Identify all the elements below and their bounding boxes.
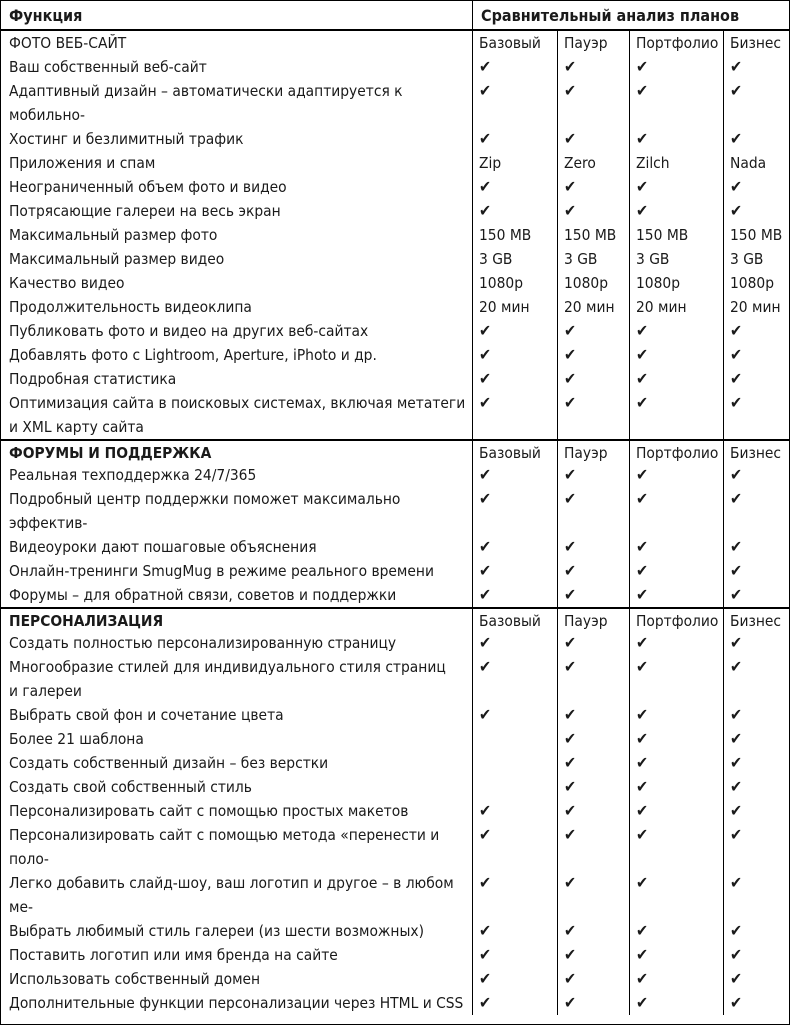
check-icon: ✔	[723, 127, 789, 151]
check-icon: ✔	[557, 55, 629, 79]
feature-name: Поставить логотип или имя бренда на сайте	[9, 946, 338, 964]
check-icon: ✔	[472, 535, 557, 559]
plan-value: 150 MB	[472, 223, 557, 247]
feature-name: Создать свой собственный стиль	[9, 778, 252, 796]
check-icon: ✔	[723, 871, 789, 919]
check-icon: ✔	[629, 583, 723, 607]
feature-name: Качество видео	[9, 274, 125, 292]
check-icon: ✔	[472, 463, 557, 487]
table-row	[1, 919, 789, 943]
plan-name: Пауэр	[557, 609, 629, 631]
check-icon: ✔	[472, 943, 557, 967]
table-row	[1, 991, 789, 1015]
table-row	[1, 727, 789, 751]
check-icon: ✔	[723, 703, 789, 727]
check-icon: ✔	[629, 751, 723, 775]
check-icon: ✔	[472, 343, 557, 367]
feature-column-header: Функция	[9, 6, 83, 25]
check-icon: ✔	[472, 175, 557, 199]
feature-name: Легко добавить слайд-шоу, ваш логотип и другое – в любом ме-	[9, 874, 454, 916]
table-row	[1, 583, 789, 607]
feature-name: Онлайн-тренинги SmugMug в режиме реального времени	[9, 562, 434, 580]
feature-name: Создать собственный дизайн – без верстки	[9, 754, 329, 772]
feature-name: Адаптивный дизайн – автоматически адаптируется к мобильно-	[9, 82, 403, 124]
feature-name: Видеоуроки дают пошаговые объяснения	[9, 538, 317, 556]
check-icon: ✔	[557, 319, 629, 343]
check-icon: ✔	[557, 751, 629, 775]
check-icon: ✔	[629, 823, 723, 871]
feature-name: Хостинг и безлимитный трафик	[9, 130, 244, 148]
feature-name: Продолжительность видеоклипа	[9, 298, 252, 316]
table-row	[1, 319, 789, 343]
plan-name: Базовый	[472, 31, 557, 55]
plan-value	[472, 775, 557, 799]
check-icon: ✔	[629, 463, 723, 487]
table-row	[1, 631, 789, 655]
feature-name: Подробный центр поддержки поможет максимально эффектив-	[9, 490, 401, 532]
check-icon: ✔	[557, 463, 629, 487]
check-icon: ✔	[723, 343, 789, 367]
check-icon: ✔	[629, 727, 723, 751]
section-header-row	[1, 607, 789, 631]
feature-name: Дополнительные функции персонализации через HTML и CSS	[9, 994, 464, 1012]
check-icon: ✔	[629, 367, 723, 391]
section-title: ПЕРСОНАЛИЗАЦИЯ	[9, 612, 164, 630]
table-row	[1, 175, 789, 199]
check-icon: ✔	[472, 703, 557, 727]
plan-value: 150 MB	[629, 223, 723, 247]
plan-value: 3 GB	[723, 247, 789, 271]
plan-value: 20 мин	[557, 295, 629, 319]
check-icon: ✔	[557, 823, 629, 871]
check-icon: ✔	[629, 943, 723, 967]
check-icon: ✔	[557, 775, 629, 799]
check-icon: ✔	[629, 799, 723, 823]
check-icon: ✔	[723, 55, 789, 79]
check-icon: ✔	[472, 799, 557, 823]
check-icon: ✔	[557, 487, 629, 535]
feature-name: Потрясающие галереи на весь экран	[9, 202, 281, 220]
feature-name: Персонализировать сайт с помощью метода «перенести и поло-	[9, 826, 440, 868]
feature-name: Добавлять фото с Lightroom, Aperture, iPhoto и др.	[9, 346, 377, 364]
section-header-row	[1, 31, 789, 55]
table-row	[1, 391, 789, 439]
feature-name: Реальная техподдержка 24/7/365	[9, 466, 257, 484]
check-icon: ✔	[557, 943, 629, 967]
check-icon: ✔	[723, 799, 789, 823]
table-row	[1, 487, 789, 535]
check-icon: ✔	[723, 751, 789, 775]
check-icon: ✔	[723, 943, 789, 967]
check-icon: ✔	[629, 175, 723, 199]
check-icon: ✔	[557, 175, 629, 199]
plan-value	[472, 727, 557, 751]
check-icon: ✔	[557, 703, 629, 727]
table-row	[1, 271, 789, 295]
check-icon: ✔	[629, 79, 723, 127]
check-icon: ✔	[723, 391, 789, 439]
feature-name: Многообразие стилей для индивидуального стиля страниц и галереи	[9, 658, 446, 700]
check-icon: ✔	[723, 559, 789, 583]
check-icon: ✔	[557, 967, 629, 991]
check-icon: ✔	[557, 343, 629, 367]
plan-name: Портфолио	[629, 609, 723, 631]
check-icon: ✔	[723, 487, 789, 535]
table-row	[1, 703, 789, 727]
check-icon: ✔	[629, 775, 723, 799]
plan-value: 1080p	[557, 271, 629, 295]
plan-value	[472, 751, 557, 775]
check-icon: ✔	[557, 799, 629, 823]
table-row	[1, 55, 789, 79]
check-icon: ✔	[472, 319, 557, 343]
check-icon: ✔	[557, 79, 629, 127]
section-title: ФОРУМЫ И ПОДДЕРЖКА	[9, 444, 212, 462]
check-icon: ✔	[629, 391, 723, 439]
check-icon: ✔	[472, 919, 557, 943]
plan-name: Базовый	[472, 609, 557, 631]
check-icon: ✔	[472, 871, 557, 919]
check-icon: ✔	[557, 367, 629, 391]
plan-value: Zero	[557, 151, 629, 175]
feature-name: Использовать собственный домен	[9, 970, 261, 988]
check-icon: ✔	[629, 655, 723, 703]
plan-name: Базовый	[472, 441, 557, 463]
check-icon: ✔	[472, 55, 557, 79]
table-row	[1, 367, 789, 391]
table-body	[1, 31, 789, 1015]
plan-name: Бизнес	[723, 441, 789, 463]
table-row	[1, 943, 789, 967]
check-icon: ✔	[723, 319, 789, 343]
plan-value: 3 GB	[472, 247, 557, 271]
feature-name: Приложения и спам	[9, 154, 156, 172]
plan-name: Бизнес	[723, 609, 789, 631]
check-icon: ✔	[629, 631, 723, 655]
check-icon: ✔	[557, 127, 629, 151]
plan-value: 150 MB	[557, 223, 629, 247]
check-icon: ✔	[723, 175, 789, 199]
check-icon: ✔	[629, 343, 723, 367]
plan-value: Zip	[472, 151, 557, 175]
check-icon: ✔	[472, 367, 557, 391]
table-row	[1, 775, 789, 799]
plan-name: Бизнес	[723, 31, 789, 55]
check-icon: ✔	[557, 391, 629, 439]
check-icon: ✔	[557, 559, 629, 583]
check-icon: ✔	[557, 871, 629, 919]
table-row	[1, 871, 789, 919]
check-icon: ✔	[723, 583, 789, 607]
check-icon: ✔	[557, 919, 629, 943]
feature-name: Максимальный размер видео	[9, 250, 225, 268]
plan-value: 1080p	[629, 271, 723, 295]
check-icon: ✔	[629, 991, 723, 1015]
check-icon: ✔	[472, 79, 557, 127]
table-row	[1, 79, 789, 127]
plans-column-header: Сравнительный анализ планов	[472, 1, 789, 29]
check-icon: ✔	[723, 199, 789, 223]
check-icon: ✔	[723, 775, 789, 799]
table-row	[1, 295, 789, 319]
check-icon: ✔	[723, 535, 789, 559]
check-icon: ✔	[472, 823, 557, 871]
check-icon: ✔	[629, 703, 723, 727]
check-icon: ✔	[472, 631, 557, 655]
plan-value: 20 мин	[472, 295, 557, 319]
table-row	[1, 655, 789, 703]
feature-name: Публиковать фото и видео на других веб-сайтах	[9, 322, 369, 340]
plan-name: Портфолио	[629, 31, 723, 55]
table-row	[1, 799, 789, 823]
check-icon: ✔	[629, 871, 723, 919]
table-row	[1, 967, 789, 991]
check-icon: ✔	[723, 823, 789, 871]
check-icon: ✔	[472, 559, 557, 583]
table-row	[1, 823, 789, 871]
plan-value: 3 GB	[557, 247, 629, 271]
table-row	[1, 199, 789, 223]
check-icon: ✔	[723, 79, 789, 127]
check-icon: ✔	[629, 919, 723, 943]
section-title: ФОТО ВЕБ-САЙТ	[9, 34, 127, 52]
table-row	[1, 463, 789, 487]
table-row	[1, 751, 789, 775]
check-icon: ✔	[472, 391, 557, 439]
check-icon: ✔	[472, 199, 557, 223]
check-icon: ✔	[557, 631, 629, 655]
check-icon: ✔	[472, 967, 557, 991]
check-icon: ✔	[629, 199, 723, 223]
table-row	[1, 559, 789, 583]
feature-name: Подробная статистика	[9, 370, 177, 388]
table-row	[1, 223, 789, 247]
feature-name: Ваш собственный веб-сайт	[9, 58, 207, 76]
plan-value: Nada	[723, 151, 789, 175]
plan-value: 1080p	[472, 271, 557, 295]
plan-name: Портфолио	[629, 441, 723, 463]
check-icon: ✔	[557, 583, 629, 607]
check-icon: ✔	[723, 919, 789, 943]
feature-name: Создать полностью персонализированную страницу	[9, 634, 397, 652]
plan-value: 1080p	[723, 271, 789, 295]
table-row	[1, 127, 789, 151]
check-icon: ✔	[557, 727, 629, 751]
plan-value: 3 GB	[629, 247, 723, 271]
feature-name: Неограниченный объем фото и видео	[9, 178, 287, 196]
check-icon: ✔	[723, 631, 789, 655]
check-icon: ✔	[557, 199, 629, 223]
check-icon: ✔	[472, 487, 557, 535]
feature-name: Форумы – для обратной связи, советов и поддержки	[9, 586, 397, 604]
check-icon: ✔	[629, 535, 723, 559]
table-header	[1, 1, 789, 31]
check-icon: ✔	[629, 967, 723, 991]
section-header-row	[1, 439, 789, 463]
check-icon: ✔	[629, 127, 723, 151]
plan-name: Пауэр	[557, 31, 629, 55]
table-row	[1, 247, 789, 271]
check-icon: ✔	[557, 991, 629, 1015]
check-icon: ✔	[472, 583, 557, 607]
check-icon: ✔	[472, 655, 557, 703]
feature-name: Выбрать свой фон и сочетание цвета	[9, 706, 284, 724]
feature-name: Оптимизация сайта в поисковых системах, включая метатеги и XML карту сайта	[9, 394, 466, 436]
table-row	[1, 151, 789, 175]
feature-name: Более 21 шаблона	[9, 730, 144, 748]
check-icon: ✔	[557, 655, 629, 703]
feature-name: Максимальный размер фото	[9, 226, 218, 244]
table-row	[1, 535, 789, 559]
plan-value: 150 MB	[723, 223, 789, 247]
feature-name: Выбрать любимый стиль галереи (из шести возможных)	[9, 922, 424, 940]
table-row	[1, 343, 789, 367]
check-icon: ✔	[723, 463, 789, 487]
check-icon: ✔	[629, 487, 723, 535]
check-icon: ✔	[472, 127, 557, 151]
plan-value: 20 мин	[723, 295, 789, 319]
plan-value: Zilch	[629, 151, 723, 175]
plan-value: 20 мин	[629, 295, 723, 319]
feature-name: Персонализировать сайт с помощью простых макетов	[9, 802, 409, 820]
plan-name: Пауэр	[557, 441, 629, 463]
check-icon: ✔	[723, 991, 789, 1015]
check-icon: ✔	[472, 991, 557, 1015]
check-icon: ✔	[723, 727, 789, 751]
check-icon: ✔	[629, 559, 723, 583]
check-icon: ✔	[723, 967, 789, 991]
check-icon: ✔	[629, 55, 723, 79]
check-icon: ✔	[723, 655, 789, 703]
check-icon: ✔	[629, 319, 723, 343]
check-icon: ✔	[557, 535, 629, 559]
check-icon: ✔	[723, 367, 789, 391]
